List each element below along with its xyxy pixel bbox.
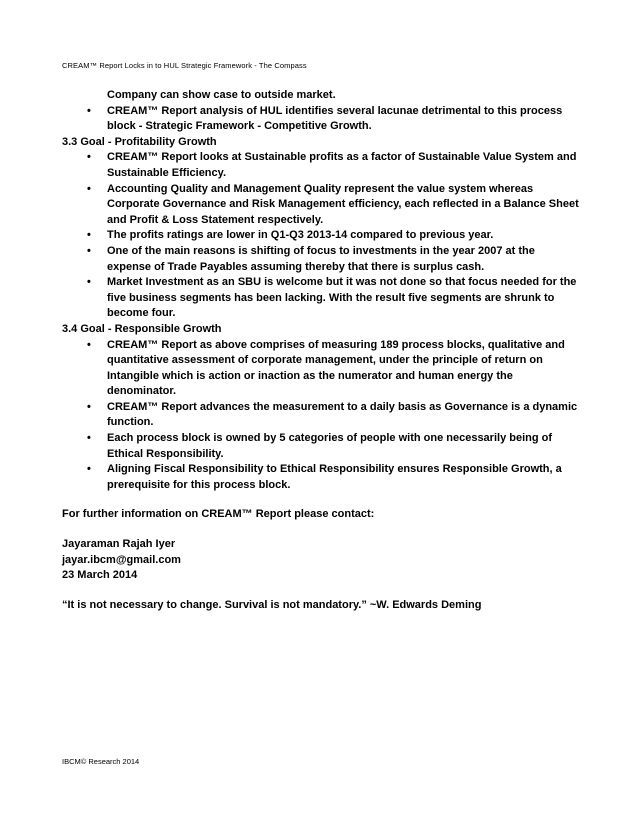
bullet-item-a	[62, 104, 582, 135]
bullet-line: expense of Trade Payables assuming thereby that there is surplus cash.	[107, 260, 485, 273]
bullet-item	[62, 228, 582, 244]
bullet-item	[62, 150, 582, 181]
bullet-item	[62, 431, 582, 462]
bullet-line: Sustainable Efficiency.	[107, 166, 227, 179]
bullet-line: Accounting Quality and Management Quality represent the value system whereas	[107, 182, 534, 195]
bullet-line: block - Strategic Framework - Competitive Growth.	[107, 120, 372, 133]
bullet-item	[62, 244, 582, 275]
bullet-item	[62, 275, 582, 322]
section-3-3-heading: 3.3 Goal - Profitability Growth	[62, 135, 217, 148]
bullet-item	[62, 182, 582, 229]
closing-quote: “It is not necessary to change. Survival is not mandatory.” ~W. Edwards Deming	[62, 598, 482, 611]
page-footer: IBCM© Research 2014	[62, 757, 140, 766]
document-body	[62, 88, 582, 613]
bullet-symbol: •	[87, 338, 91, 351]
bullet-line: The profits ratings are lower in Q1-Q3 2013-14 compared to previous year.	[107, 229, 494, 242]
bullet-line: function.	[107, 416, 154, 429]
contact-date: 23 March 2014	[62, 569, 138, 582]
bullet-line: Intangible which is action or inaction as the numerator and human energy the	[107, 369, 513, 382]
bullet-line: Ethical Responsibility.	[107, 447, 224, 460]
intro-continuation: Company can show case to outside market.	[107, 89, 336, 101]
bullet-item	[62, 400, 582, 431]
bullet-line: CREAM™ Report as above comprises of measuring 189 process blocks, qualitative and	[107, 338, 565, 351]
bullet-symbol: •	[87, 151, 91, 164]
bullet-line: prerequisite for this process block.	[107, 478, 291, 491]
bullet-line: CREAM™ Report advances the measurement to a daily basis as Governance is a dynamic	[107, 400, 578, 413]
bullet-line: Market Investment as an SBU is welcome but it was not done so that focus needed for the	[107, 276, 577, 289]
bullet-line: and Profit & Loss Statement respectively.	[107, 213, 324, 226]
bullet-line: CREAM™ Report analysis of HUL identifies several lacunae detrimental to this process	[107, 104, 563, 117]
bullet-symbol: •	[87, 244, 91, 257]
bullet-symbol: •	[87, 104, 91, 117]
bullet-symbol: •	[87, 182, 91, 195]
bullet-line: Aligning Fiscal Responsibility to Ethical Responsibility ensures Responsible Growth, a	[107, 463, 562, 476]
bullet-line: Corporate Governance and Risk Management efficiency, each reflected in a Balance Sheet	[107, 198, 579, 211]
bullet-line: become four.	[107, 307, 176, 320]
bullet-symbol: •	[87, 432, 91, 445]
bullet-line: five business segments has been lacking. With the result five segments are shrunk to	[107, 291, 555, 304]
bullet-item	[62, 462, 582, 493]
bullet-symbol: •	[87, 400, 91, 413]
contact-block	[62, 507, 582, 583]
bullet-symbol: •	[87, 463, 91, 476]
bullet-line: CREAM™ Report looks at Sustainable profits as a factor of Sustainable Value System and	[107, 151, 577, 164]
bullet-line: Each process block is owned by 5 categories of people with one necessarily being of	[107, 432, 553, 445]
section-3-4-heading: 3.4 Goal - Responsible Growth	[62, 322, 222, 335]
bullet-symbol: •	[87, 276, 91, 289]
contact-intro: For further information on CREAM™ Report please contact:	[62, 508, 375, 521]
contact-name: Jayaraman Rajah Iyer	[62, 538, 176, 551]
bullet-item	[62, 338, 582, 400]
bullet-line: denominator.	[107, 385, 177, 398]
bullet-symbol: •	[87, 229, 91, 242]
running-header: CREAM™ Report Locks in to HUL Strategic Framework - The Compass	[62, 61, 307, 70]
bullet-line: quantitative assessment of corporate management, under the principle of return on	[107, 354, 543, 367]
contact-email-link[interactable]: jayar.ibcm@gmail.com	[62, 553, 181, 566]
bullet-line: One of the main reasons is shifting of focus to investments in the year 2007 at the	[107, 244, 535, 257]
